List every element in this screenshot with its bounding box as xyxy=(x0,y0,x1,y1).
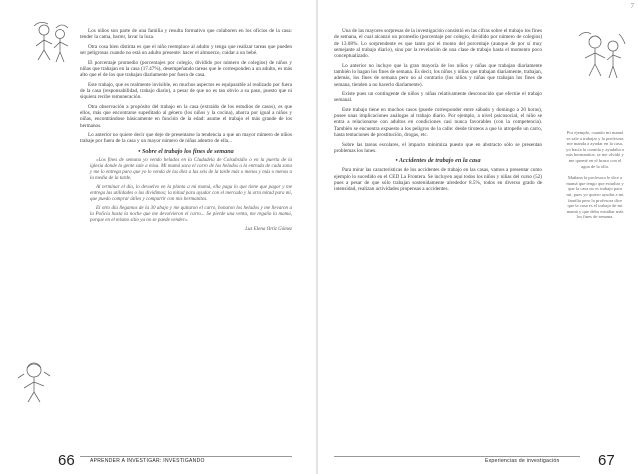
section-heading: • Accidentes de trabajo en la casa xyxy=(395,157,481,165)
running-head: APRENDER A INVESTIGAR: INVESTIGANDO xyxy=(90,458,205,464)
left-text-column xyxy=(80,28,292,233)
paragraph: Existe pues un contingente de niños y niñas relativamente desconocido que efectúe el trabajo semanal. xyxy=(334,91,542,104)
testimony-quote: «Los fines de semana yo vendo helados en la Ciudadela de Colsubsidio o en la puerta de la iglesia donde la gente sale a misa. Mi mamá saca el carro de los helados a la entrada de cada zona y me lo entrega para que yo lo venda de las diez a las seis de la tarde más o menos y más o menos a la media de la tarde. xyxy=(90,157,292,181)
footer-rule xyxy=(80,456,292,457)
right-text-column xyxy=(334,28,542,196)
page-number: 66 xyxy=(58,452,75,469)
child-figures-illustration xyxy=(28,20,76,66)
child-figures-illustration xyxy=(575,28,627,84)
footer-rule xyxy=(334,456,580,457)
testimony-quote: Al terminar el día, lo devuelvo en la planta a mi mamá, ella paga lo que tiene que pagar y me entrega las utilidades o las dividimos; la mitad para ayudar con el mercado y la otra mitad para mí, que puedo comprar útiles y compartir con mis hermanitos. xyxy=(90,184,292,202)
paragraph: Los niños son parte de una familia y resulta formativo que colaboren en los oficios de la casa: tender la cama, barrer, lavar la loza. xyxy=(80,28,292,41)
paragraph: Lo anterior no incluye que la gran mayoría de los niños y niñas que trabajan diariamente también lo hagan los fines de semana. Es decir, los niños y niñas que trabajan diariamente, trabajan, además, los fines de semana pero no al contrario (los niños y niñas que trabajan los fines de semana, tienden a no hacerlo diariamente). xyxy=(334,62,542,88)
paragraph: El porcentaje promedio (porcentajes por colegio, dividido por número de colegios) de niños y niñas que trabajan en la casa (17.47%), desempeñando tareas que le corresponden a un adulto, es más alto que el de los que trabajan diariamente por fuera de casa. xyxy=(80,59,292,79)
paragraph: Una de las mayores sorpresas de la investigación consistió en las cifras sobre el trabajo los fines de semana, el cual alcanzó un promedio (porcentaje por colegio, dividido por número de colegios) de 13.08%. Lo sorprendente es que tanto por el monto del porcentaje (aunque de por sí muy semejante al trabajo diario), sino por la revelación de una clase de trabajo hasta el momento poco conceptualizado. xyxy=(334,28,542,60)
paragraph: Otra observación a propósito del trabajo en la casa (extraído de los estudios de casos), es que ellos, más que encontrarse supeditado al género (los niños y la cocina), abarca por igual a niños y niñas, encontrándose básicamente en función de la edad: asume el trabajo el más grande de los hermanos. xyxy=(80,103,292,129)
paragraph: Lo anterior no quiere decir que deje de presentarse la tendencia a que un mayor número de niños trabaje por fuera de la casa y un mayor número de niñas adentro de ella... xyxy=(80,132,292,145)
left-page xyxy=(0,0,316,474)
testimony-quote: El otro día llegamos de la 30 abajo y me quitaron el carro, bonaron los helados y me llevaron a la Policía hasta la noche que me devolvieron el carro... Se pierde una venta, me regaño la mamá, porque en el mismo sitio ya no se puede vender». xyxy=(90,205,292,223)
side-note: Mañana la profesora le dice a mamá que tengo que estudiar y que la casa no es trabajo para mí, pues yo quiero ayudar a mi familia pero la profesora dice que la casa es el trabajo de mi mamá y que debo estudiar más los fines de semana. xyxy=(566,175,624,220)
child-figure-illustration xyxy=(10,358,58,406)
paragraph: Para mirar las características de los accidentes de trabajo en las casas, vamos a presentar como ejemplo lo sucedido en el CED La Frontera. Se incluyen aquí todos los niños y niñas del curso (52) pues a pesar de que sólo trabajan sostenidamente alrededor 8.5%, todos en diverso grado de intensidad, realizan actividades propensas a accidentes. xyxy=(334,167,542,193)
quote-signature: Luz Elena Ortiz Gómez xyxy=(245,226,292,232)
paragraph: Este trabajo, que es realmente invisible, en muchos aspectos es equiparable al realizado por fuera de la casa (responsabilidad, trabajo diario), a pesar de que no es tan obvio a su paso, puesto que ni siquiera recibe remuneración. xyxy=(80,81,292,101)
paragraph: Otra cosa bien distinta es que el niño reemplace al adulto y tenga que realizar tareas que pueden ser peligrosas cuando no está un adulto presente: hacer el almuerzo, cuidar a un bebé. xyxy=(80,43,292,57)
side-notes-column xyxy=(566,130,624,226)
page-number: 67 xyxy=(598,452,615,469)
paragraph: Sobre las tareas escolares, el impacto minimiza puesto que en abstracto sólo se presentan problemas los lunes. xyxy=(334,141,542,154)
running-head: Experiencias de investigación xyxy=(485,458,560,464)
corner-mark: 7 xyxy=(630,2,634,10)
side-note: Por ejemplo, cuando mi mamá se sale a trabajar y la profesora me manda a ayudar en la casa, yo hacía la comida y ayudaba a mis hermanitos; se me olvidó y me quemé en el brazo con el agua de la olla. xyxy=(566,130,624,169)
paragraph: Este trabajo tiene en muchos casos (puede corresponder entre sábado y domingo a 20 horas), posee unas implicaciones análogas al trabajo diario. Por ejemplo, a nivel psicosocial, el niño se entra a relacionarse con adultos en condiciones casi nunca favorables (con la competencia). También se encuentra expuesto a los peligros de la calle: desde tiroteos a que lo atropelle un carro, hasta tentaciones de prostitución, drogas, etc. xyxy=(334,106,542,139)
section-heading: • Sobre el trabajo los fines de semana xyxy=(138,147,234,155)
